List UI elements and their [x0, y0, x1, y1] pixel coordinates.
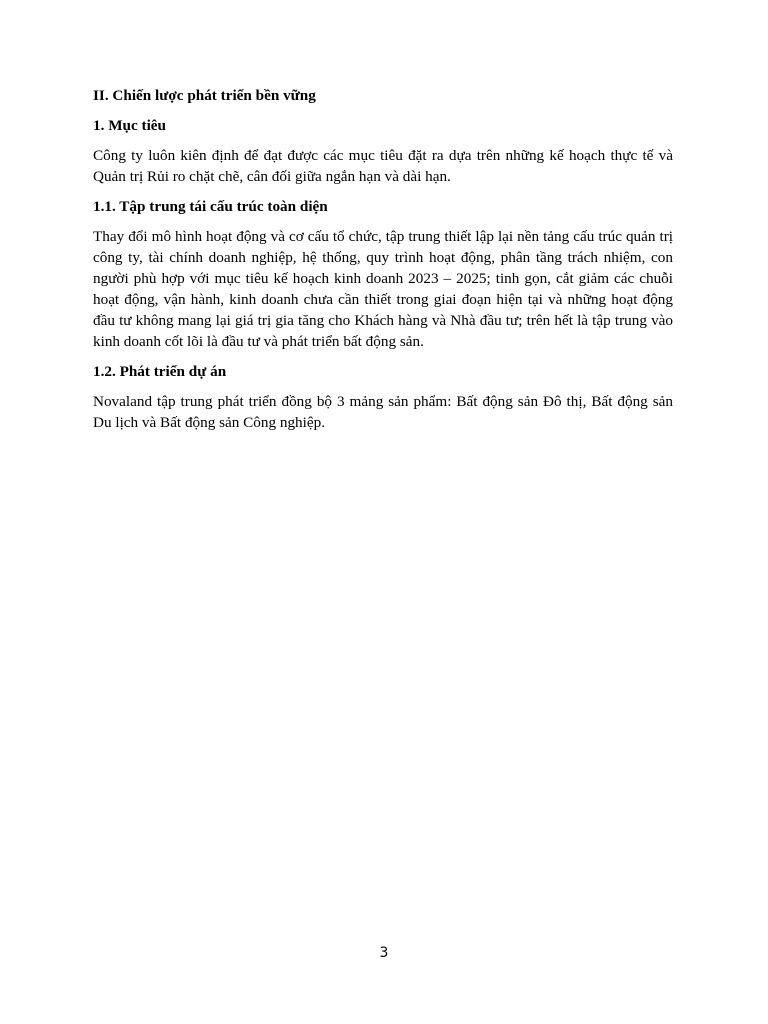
document-page: [93, 85, 673, 442]
page-number: 3: [379, 945, 389, 961]
paragraph-restructuring: Thay đổi mô hình hoạt động và cơ cấu tổ chức, tập trung thiết lập lại nền tảng cấu trúc quản trị công ty, tài chính doanh nghiệp, hệ thống, quy trình hoạt động, phân tầng trách nhiệm, con người phù hợp với mục tiêu kế hoạch kinh doanh 2023 – 2025; tinh gọn, cắt giảm các chuỗi hoạt động, vận hành, kinh doanh chưa cần thiết trong giai đoạn hiện tại và những hoạt động đầu tư không mang lại giá trị gia tăng cho Khách hàng và Nhà đầu tư; trên hết là tập trung vào kinh doanh cốt lõi là đầu tư và phát triển bất động sản.: [93, 228, 673, 350]
paragraph-project-development: Novaland tập trung phát triển đồng bộ 3 mảng sản phẩm: Bất động sản Đô thị, Bất động sản Du lịch và Bất động sản Công nghiệp.: [93, 393, 673, 431]
paragraph-objectives: Công ty luôn kiên định để đạt được các mục tiêu đặt ra dựa trên những kế hoạch thực tế và Quản trị Rủi ro chặt chẽ, cân đối giữa ngắn hạn và dài hạn.: [93, 147, 673, 185]
heading-objectives: 1. Mục tiêu: [93, 117, 166, 134]
section-title: II. Chiến lược phát triển bền vững: [93, 87, 316, 104]
heading-project-development: 1.2. Phát triển dự án: [93, 363, 227, 380]
heading-restructuring: 1.1. Tập trung tái cấu trúc toàn diện: [93, 198, 328, 215]
